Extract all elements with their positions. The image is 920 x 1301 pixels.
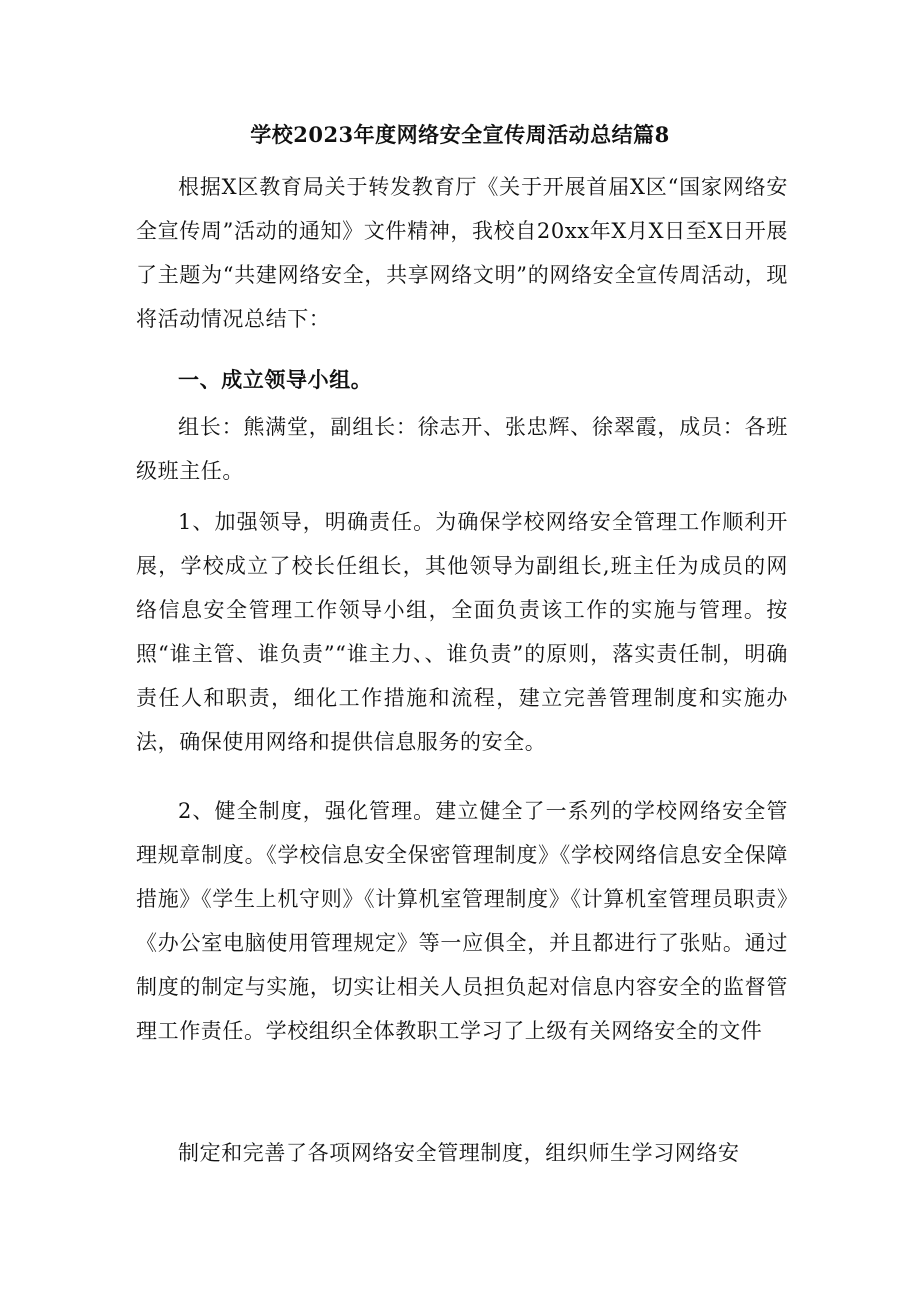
leadership-paragraph: 1、加强领导，明确责任。为确保学校网络安全管理工作顺利开展，学校成立了校长任组长，其他领导为副组长,班主任为成员的网络信息安全管理工作领导小组，全面负责该工作的实施与管理。按照“谁主管、谁负责”“谁主力、、谁负责”的原则，落实责任制，明确责任人和职责，细化工作措施和流程，建立完善管理制度和实施办法，确保使用网络和提供信息服务的安全。 — [136, 510, 788, 754]
closing-paragraph: 制定和完善了各项网络安全管理制度，组织师生学习网络安 — [178, 1141, 740, 1165]
system-management-paragraph: 2、健全制度，强化管理。建立健全了一系列的学校网络安全管理规章制度。《学校信息安全保密管理制度》《学校网络信息安全保障措施》《学生上机守则》《计算机室管理制度》《计算机室管理员职责》《办公室电脑使用管理规定》等一应俱全，并且都进行了张贴。通过制度的制定与实施，切实让相关人员担负起对信息内容安全的监督管理工作责任。学校组织全体教职工学习了上级有关网络安全的文件 — [136, 799, 788, 1043]
section-heading: 一、成立领导小组。 — [178, 367, 373, 392]
intro-paragraph: 根据X区教育局关于转发教育厅《关于开展首届X区“国家网络安全宣传周”活动的通知》文件精神，我校自20xx年X月X日至X日开展了主题为“共建网络安全，共享网络文明”的网络安全宣传周活动，现将活动情况总结下： — [136, 175, 788, 331]
document-title: 学校2023年度网络安全宣传周活动总结篇8 — [250, 122, 670, 147]
team-members-paragraph: 组长：熊满堂，副组长：徐志开、张忠辉、徐翠霞，成员：各班级班主任。 — [136, 415, 788, 483]
